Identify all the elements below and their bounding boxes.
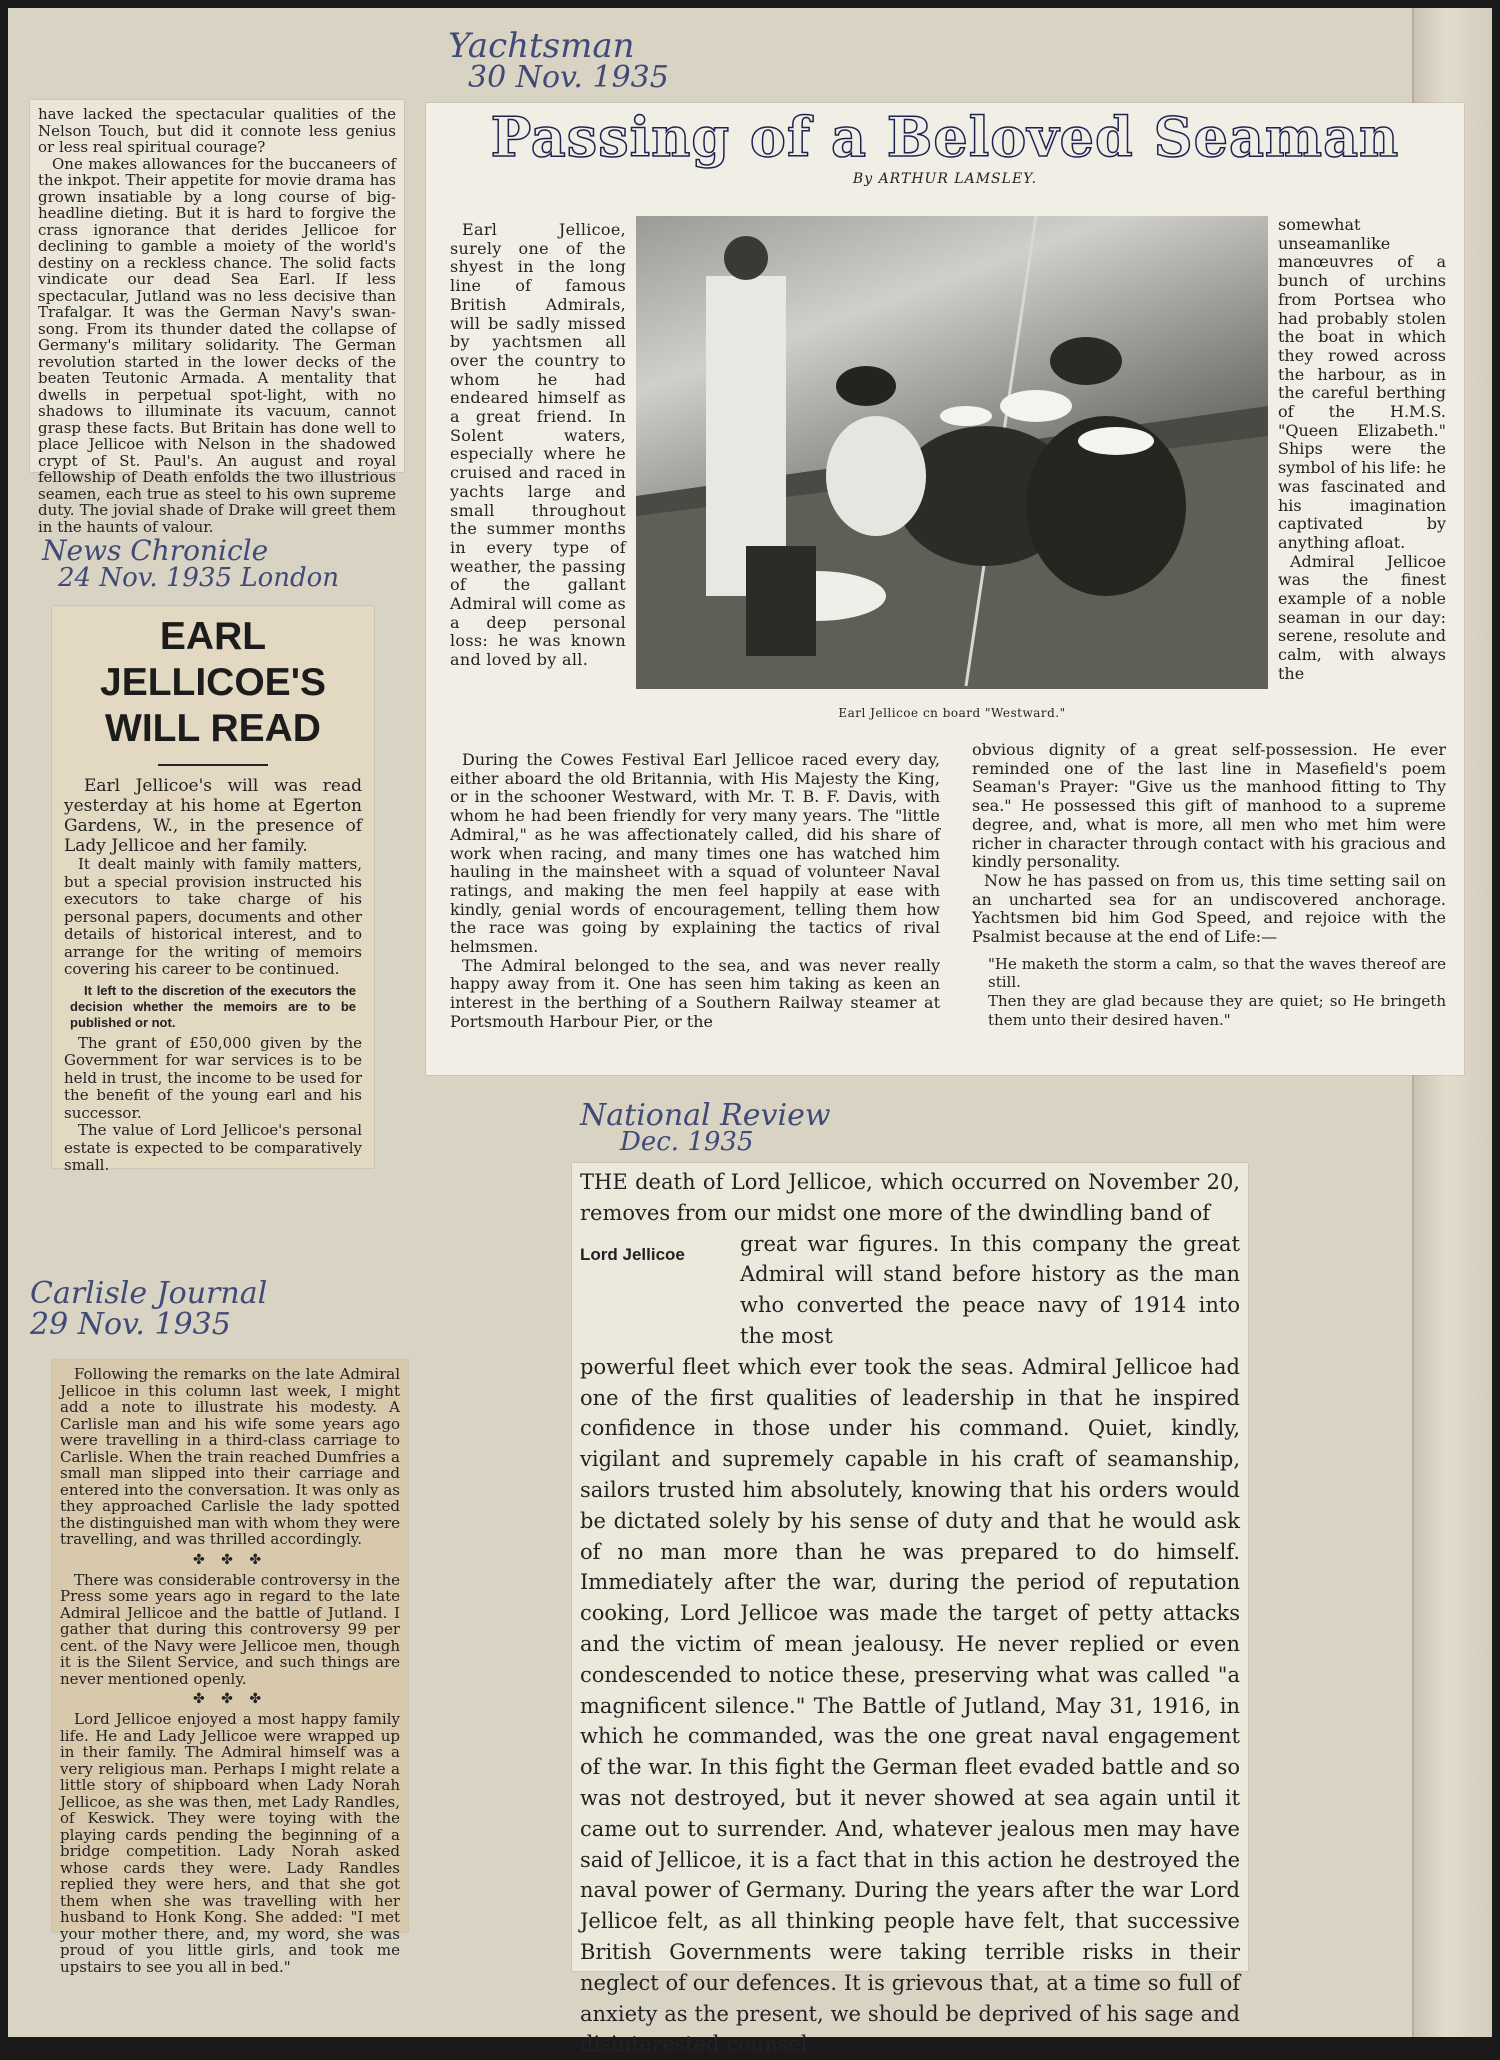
- handwritten-line: Dec. 1935: [620, 1127, 754, 1157]
- psalm-quote: [972, 955, 1446, 1030]
- clipping-paragraph: have lacked the spectacular qualities of the Nelson Touch, but did it connote less genius or less real spiritual courage?: [38, 105, 396, 156]
- headline-line: WILL READ: [105, 707, 321, 750]
- handwritten-source-yachtsman: [448, 26, 669, 95]
- article-paragraph: obvious dignity of a great self-possession. He ever reminded one of the last line in Masefield's poem Seaman's Prayer: "Give us the manhood fitting to Thy sea." He possessed this gift of manhood to a supreme degree, and, what is more, all men who met him were richer in character through contact with his gracious and kindly personality.: [972, 740, 1446, 872]
- news-paragraph: Earl Jellicoe's will was read yesterday at his home at Egerton Gardens, W., in the presence of Lady Jellicoe and her family.: [64, 776, 362, 856]
- carlisle-paragraph: Following the remarks on the late Admiral Jellicoe in this column last week, I might add a note to illustrate his modesty. A Carlisle man and his wife some years ago were travelling in a third-class carriage to Carlisle. When the train reached Dumfries a small man slipped into their carriage and entered into the conversation. It was only as they approached Carlisle the lady spotted the distinguished man with whom they were travelling, and was thrilled accordingly.: [60, 1365, 400, 1548]
- psalm-line: "He maketh the storm a calm, so that the waves thereof are still.: [988, 954, 1446, 992]
- news-paragraph: The grant of £50,000 given by the Government for war services is to be held in trust, the income to be used for the benefit of the young earl and his successor.: [64, 1033, 362, 1122]
- article-paragraph: Now he has passed on from us, this time setting sail on an uncharted sea for an undiscovered anchorage. Yachtsmen bid him God Speed, and rejoice with the Psalmist because at the end of Life:—: [972, 870, 1446, 947]
- handwritten-source-national-review: [580, 1098, 831, 1157]
- handwritten-line: Yachtsman: [448, 26, 635, 66]
- article-paragraph: somewhat unseamanlike manœuvres of a bunch of urchins from Portsea who had probably stolen the boat in which they rowed across the harbour, as in the careful berthing of the H.M.S. "Queen Elizabeth." Ships were the symbol of his life: he was fascinated and his imagination captivated by anything afloat.: [1278, 215, 1446, 552]
- article-paragraph: During the Cowes Festival Earl Jellicoe raced every day, either aboard the old Britannia, with His Majesty the King, or in the schooner Westward, with Mr. T. B. F. Davis, with whom he had been friendly for very many years. The "little Admiral," as he was affectionately called, did his share of work when racing, and many times one has watched him hauling in the mainsheet with a squad of volunteer Naval ratings, and making the men feel happily at ease with kindly, genial words of encouragement, telling them how the race was going by explaining the tactics of rival helmsmen.: [450, 750, 940, 957]
- article-paragraph: Earl Jellicoe, surely one of the shyest in the long line of famous British Admirals, will be sadly missed by yachtsmen all over the country to whom he had endeared himself as a great friend. In Solent waters, especially where he cruised and raced in yachts large and small throughout the summer months in every type of weather, the passing of the gallant Admiral will come as a deep personal loss: he was known and loved by all.: [450, 220, 626, 670]
- news-paragraph: It left to the discretion of the executors the decision whether the memoirs are to be published or not.: [70, 982, 356, 1030]
- carlisle-paragraph: There was considerable controversy in the Press some years ago in regard to the late Admiral Jellicoe and the battle of Jutland. I gather that during this controversy 99 per cent. of the Navy were Jellicoe men, though it is the Silent Service, and such things are never mentioned openly.: [60, 1570, 400, 1688]
- clipping-national-review: [572, 1163, 1248, 2057]
- rule: [158, 764, 268, 766]
- headline: [64, 614, 362, 752]
- handwritten-line: 29 Nov. 1935: [30, 1307, 231, 1342]
- article-byline: By ARTHUR LAMSLEY.: [852, 171, 1038, 187]
- review-lead: great war figures. In this company the great Admiral will stand before history as the man who converted the peace navy of 1914 into the most: [740, 1231, 1240, 1348]
- ornament-divider: ✤ ✤ ✤: [192, 1691, 268, 1707]
- handwritten-source-news-chronicle: [42, 534, 339, 593]
- photo-illustration: [636, 216, 1268, 689]
- psalm-line: Then they are glad because they are quiet; so He bringeth them unto their desired haven.": [988, 992, 1446, 1029]
- article-paragraph: The Admiral belonged to the sea, and was never really happy away from it. One has seen him taking as keen an interest in the berthing of a Southern Railway steamer at Portsmouth Harbour Pier, or the: [450, 955, 940, 1031]
- article-paragraph: Admiral Jellicoe was the finest example of a noble seaman in our day: serene, resolute and calm, with always the: [1278, 551, 1446, 683]
- photo-earl-jellicoe-on-westward: [636, 216, 1268, 689]
- scrapbook-page: [8, 8, 1492, 2057]
- clipping-paragraph: One makes allowances for the buccaneers of the inkpot. Their appetite for movie drama has grown insatiable by a long course of big-headline dieting. But it is hard to forgive the crass ignorance that derides Jellicoe for declining to gamble a moiety of the world's destiny on a reckless chance. The solid facts vindicate our dead Sea Earl. If less spectacular, Jutland was no less decisive than Trafalgar. It was the German Navy's swan-song. From its thunder dated the collapse of Germany's military solidarity. The German revolution started in the lower decks of the beaten Teutonic Armada. A mentality that dwells in perpetual spot-light, with no shadows to illuminate its vacuum, cannot grasp these facts. But Britain has done well to place Jellicoe with Nelson in the shadowed crypt of St. Paul's. An august and royal fellowship of Death enfolds the two illustrious seamen, each true as steel to his own supreme duty. The jovial shade of Drake will greet them in the haunts of valour.: [38, 154, 396, 536]
- carlisle-paragraph: Lord Jellicoe enjoyed a most happy family life. He and Lady Jellicoe were wrapped up in their family. The Admiral himself was a very religious man. Perhaps I might relate a little story of shipboard when Lady Norah Jellicoe, as she was then, met Lady Randles, of Keswick. They were toying with the playing cards pending the beginning of a bridge competition. Lady Norah asked whose cards they were. Lady Randles replied they were hers, and that she got them when she was travelling with her husband to Honk Kong. She added: "I met your mother there, and, my word, she was proud of you little girls, and took me upstairs to see you all in bed.": [60, 1710, 400, 1976]
- review-lead: THE death of Lord Jellicoe, which occurred on November 20, removes from our midst one more of the dwindling band of: [580, 1170, 1240, 1225]
- handwritten-source-carlisle-journal: [30, 1276, 267, 1342]
- headline-line: EARL: [159, 615, 267, 658]
- clipping-news-chronicle: [52, 606, 374, 1174]
- review-body: powerful fleet which ever took the seas. Admiral Jellicoe had one of the first qualities of leadership in that he inspired confidence in those under his command. Quiet, kindly, vigilant and supremely capable in his craft of seamanship, sailors trusted him absolutely, knowing that his orders would be dictated solely by his sense of duty and that he would ask of no man more than he was prepared to do himself. Immediately after the war, during the period of reputation cooking, Lord Jellicoe was made the target of petty attacks and the victim of mean jealousy. He never replied or even condescended to notice these, preserving what was called "a magnificent silence." The Battle of Jutland, May 31, 1916, in which he commanded, was the one great naval engagement of the war. In this fight the German fleet evaded battle and so was not destroyed, but it never showed at sea again until it came out to surrender. And, whatever jealous men may have said of Jellicoe, it is a fact that in this action he destroyed the naval power of Germany. During the years after the war Lord Jellicoe felt, as all thinking people have felt, that successive British Governments were taking terrible risks in their neglect of our defences. It is grievous that, at a time so full of anxiety as the present, we should be deprived of his sage and disinterested counsel.: [580, 1354, 1240, 2057]
- clipping-carlisle-journal: [52, 1360, 408, 1976]
- column-left: [450, 221, 626, 670]
- article-headline: Passing of a Beloved Seaman: [490, 105, 1400, 169]
- headline-line: JELLICOE'S: [100, 661, 326, 704]
- handwritten-line: Carlisle Journal: [30, 1276, 268, 1311]
- column-right: [1278, 216, 1446, 684]
- ornament-divider: ✤ ✤ ✤: [192, 1551, 268, 1568]
- side-heading-block: [580, 1229, 1240, 1352]
- handwritten-line: 30 Nov. 1935: [468, 60, 669, 95]
- photo-caption: Earl Jellicoe cn board "Westward.": [838, 706, 1066, 720]
- news-paragraph: The value of Lord Jellicoe's personal estate is expected to be comparatively small.: [64, 1121, 362, 1174]
- column-bottom-left: [450, 751, 940, 1032]
- handwritten-line: National Review: [580, 1098, 831, 1133]
- clipping-yachtsman-article: [426, 103, 1464, 1075]
- news-paragraph: It dealt mainly with family matters, but a special provision instructed his executors to take charge of his personal papers, documents and other details of historical interest, and to arrange for the writing of memoirs covering his career to be continued.: [64, 855, 362, 978]
- side-heading: Lord Jellicoe: [580, 1244, 685, 1264]
- column-bottom-right: [972, 741, 1446, 1030]
- clipping-jutland-continuation: [30, 100, 404, 536]
- handwritten-line: News Chronicle: [42, 534, 269, 567]
- handwritten-line: 24 Nov. 1935 London: [58, 563, 340, 593]
